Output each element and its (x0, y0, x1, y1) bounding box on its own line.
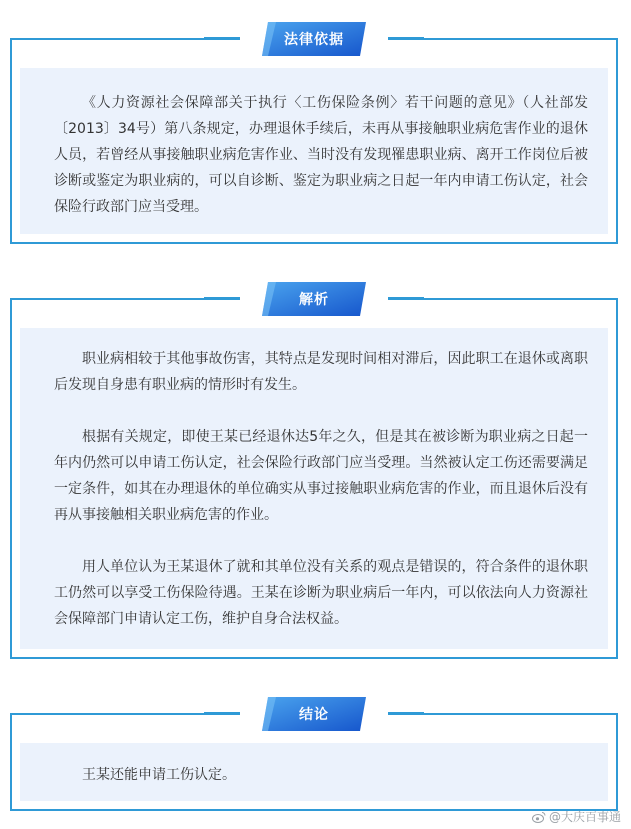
legal-basis-paragraph: 《人力资源社会保障部关于执行〈工伤保险条例〉若干问题的意见》（人社部发〔2013〕34号）第八条规定，办理退休手续后，未再从事接触职业病危害作业的退休人员，若曾经从事接触职业病危害作业、当时没有发现罹患职业病、离开工作岗位后被诊断或鉴定为职业病的，可以自诊断、鉴定为职业病之日起一年内申请工伤认定，社会保险行政部门应当受理。 (54, 95, 588, 215)
legal-basis-section (10, 32, 618, 244)
conclusion-badge (262, 695, 366, 733)
legal-basis-content (54, 90, 588, 220)
analysis-header (204, 280, 424, 318)
weibo-icon (532, 811, 546, 823)
conclusion-content (54, 762, 588, 788)
analysis-paragraph-1: 职业病相较于其他事故伤害，其特点是发现时间相对滞后，因此职工在退休或离职后发现自身患有职业病的情形时有发生。 (54, 351, 588, 393)
conclusion-title: 结论 (299, 707, 329, 723)
conclusion-header (204, 695, 424, 733)
legal-basis-badge (262, 20, 366, 58)
watermark (532, 808, 621, 825)
conclusion-section (10, 707, 618, 811)
analysis-section (10, 292, 618, 659)
conclusion-paragraph: 王某还能申请工伤认定。 (82, 767, 236, 783)
analysis-title: 解析 (299, 292, 329, 308)
analysis-paragraph-3: 用人单位认为王某退休了就和其单位没有关系的观点是错误的，符合条件的退休职工仍然可以享受工伤保险待遇。王某在诊断为职业病后一年内，可以依法向人力资源社会保障部门申请认定工伤，维护自身合法权益。 (54, 559, 588, 627)
analysis-badge (262, 280, 366, 318)
legal-basis-header (204, 20, 424, 58)
analysis-content (54, 346, 588, 632)
legal-basis-title: 法律依据 (284, 32, 344, 48)
watermark-text: @大庆百事通 (548, 810, 621, 824)
analysis-paragraph-2: 根据有关规定，即使王某已经退休达5年之久，但是其在被诊断为职业病之日起一年内仍然可以申请工伤认定，社会保险行政部门应当受理。当然被认定工伤还需要满足一定条件，如其在办理退休的单位确实从事过接触职业病危害的作业，而且退休后没有再从事接触相关职业病危害的作业。 (54, 429, 588, 523)
